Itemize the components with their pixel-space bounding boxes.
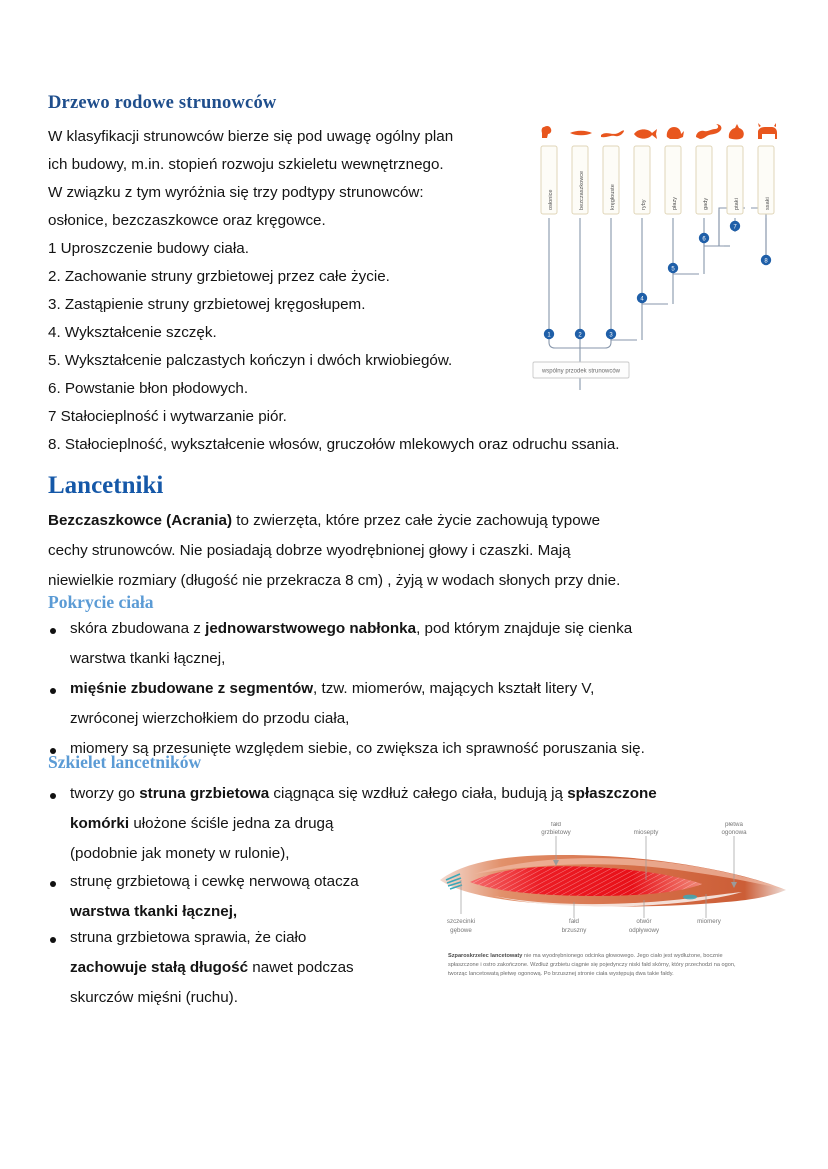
intro-paragraph-line-4: osłonice, bezczaszkowce oraz kręgowce. (48, 212, 326, 229)
svg-text:wspólny przodek strunowców: wspólny przodek strunowców (541, 368, 621, 375)
lancetniki-intro-line-2: cechy strunowców. Nie posiadają dobrze wyodrębnionej głowy i czaszki. Mają (48, 542, 571, 559)
bullet-marker (50, 628, 56, 634)
label-miosepty: miosepty (633, 829, 659, 836)
label-miomery: miomery (697, 918, 721, 925)
lancetniki-intro-line-1 (48, 512, 600, 529)
label-otwor-odplywowy-line1: otwór (636, 918, 652, 925)
bullet1-text-a: skóra zbudowana z (70, 620, 206, 637)
sk1-bold2: spłaszczone (567, 785, 657, 802)
label-fald-brzuszny-line2: brzuszny (561, 927, 587, 934)
label-pletwa-ogonowa-line2: ogonowa (721, 829, 747, 836)
svg-text:3: 3 (609, 332, 613, 339)
acrania-rest: to zwierzęta, które przez całe życie zachowują typowe (232, 512, 601, 529)
taxon-label-ryby: ryby (641, 199, 647, 210)
szkielet-bullet-2-line-2: warstwa tkanki łącznej, (70, 903, 238, 920)
sk1-bold1: struna grzbietowa (139, 785, 270, 802)
label-szczecinki-gebowe-line1: szczecinki (446, 918, 476, 925)
svg-text:8: 8 (764, 258, 768, 265)
svg-text:5: 5 (671, 266, 675, 273)
tree-node-4 (637, 293, 647, 303)
label-szczecinki-gebowe-line2: gębowe (450, 927, 472, 934)
pokrycie-bullet-2-line-2: zwróconej wierzchołkiem do przodu ciała, (70, 710, 350, 727)
label-pletwa-ogonowa-line1: płetwa (725, 822, 743, 828)
szkielet-bullet-3-line-2 (70, 959, 354, 976)
section-heading-lancetniki: Lancetniki (48, 472, 164, 499)
pokrycie-bullet-3-line-1: miomery są przesunięte względem siebie, co zwiększa ich sprawność poruszania się. (70, 740, 645, 757)
intro-paragraph-line-3: W związku z tym wyróżnia się trzy podtypy strunowców: (48, 184, 424, 201)
bullet1-bold: jednowarstwowego nabłonka (205, 620, 417, 637)
numbered-item-3: 3. Zastąpienie struny grzbietowej kręgosłupem. (48, 296, 366, 313)
pokrycie-bullet-1-line-2: warstwa tkanki łącznej, (70, 650, 226, 667)
sk1-line2-rest: ułożone ściśle jedna za drugą (129, 815, 334, 832)
svg-text:1: 1 (547, 332, 551, 339)
pokrycie-bullet-2-line-1 (70, 680, 594, 697)
sk3-line2-rest: nawet podczas (248, 959, 354, 976)
svg-text:7: 7 (733, 224, 737, 231)
taxon-silhouettes (542, 123, 777, 139)
tree-node-3 (606, 329, 616, 339)
bullet2-text-b: , tzw. miomerów, mających kształt litery V, (313, 680, 595, 697)
taxon-label-gady: gady (703, 197, 709, 210)
numbered-item-6: 6. Powstanie błon płodowych. (48, 380, 249, 397)
sk1-text-b: ciągnąca się wzdłuż całego ciała, budują ją (269, 785, 568, 802)
numbered-item-5: 5. Wykształcenie palczastych kończyn i dwóch krwiobiegów. (48, 352, 453, 369)
bullet-marker (50, 793, 56, 799)
tree-nodes (544, 221, 771, 339)
taxon-label-plazy: płazy (672, 196, 678, 210)
phylogenetic-tree-figure (531, 118, 795, 390)
intro-paragraph-line-2: ich budowy, m.in. stopień rozwoju szkieletu wewnętrznego. (48, 156, 444, 173)
bullet2-bold: mięśnie zbudowane z segmentów (70, 680, 314, 697)
taxon-label-bezczaszkowce: bezczaszkowce (579, 170, 585, 210)
szkielet-bullet-1-line-2 (70, 815, 333, 832)
label-fald-grzbietowy-line2: grzbietowy (541, 829, 571, 836)
svg-text:6: 6 (702, 236, 706, 243)
taxon-label-ssaki: ssaki (765, 197, 771, 210)
numbered-item-4: 4. Wykształcenie szczęk. (48, 324, 217, 341)
sk1-text-a: tworzy go (70, 785, 140, 802)
numbered-item-1: 1 Uproszczenie budowy ciała. (48, 240, 249, 257)
szkielet-bullet-3-line-3: skurczów mięśni (ruchu). (70, 989, 238, 1006)
numbered-item-2: 2. Zachowanie struny grzbietowej przez całe życie. (48, 268, 390, 285)
tree-node-2 (575, 329, 585, 339)
szkielet-bullet-1-line-3: (podobnie jak monety w rulonie), (70, 845, 290, 862)
bullet-marker (50, 937, 56, 943)
svg-text:2: 2 (578, 332, 582, 339)
caption-species-name: Szparoskrzelec lancetowaty (448, 953, 523, 959)
numbered-item-7: 7 Stałocieplność i wytwarzanie piór. (48, 408, 287, 425)
lancetniki-intro-line-3: niewielkie rozmiary (długość nie przekracza 8 cm) , żyją w wodach słonych przy dnie. (48, 572, 621, 589)
tree-node-5 (668, 263, 678, 273)
label-fald-grzbietowy-line1: fałd (551, 822, 561, 828)
label-fald-brzuszny-line1: fałd (569, 918, 579, 925)
bullet-marker (50, 688, 56, 694)
root-ancestor-label (533, 362, 629, 378)
page-title-drzewo-rodowe: Drzewo rodowe strunowców (48, 93, 277, 113)
tree-node-7 (730, 221, 740, 231)
svg-text:4: 4 (640, 296, 644, 303)
bullet1-text-b: , pod którym znajduje się cienka (416, 620, 633, 637)
caption-body: nie ma wyodrębnionego odcinka głowowego. Jego ciało jest wydłużone, bocznie spłaszczone i ostro zakończone. Wzdłuż grzbietu ciągnie się pojedynczy niski fałd skórny, który przechodzi na ogon, tworząc lancetowatą płetwę ogonową. Po brzusznej stronie ciała występują dwa takie fałdy. (448, 953, 736, 978)
sk3-line2-bold: zachowuje stałą długość (70, 959, 249, 976)
szkielet-bullet-2-line-1: strunę grzbietową i cewkę nerwową otacza (70, 873, 359, 890)
szkielet-bullet-3-line-1: struna grzbietowa sprawia, że ciało (70, 929, 307, 946)
pokrycie-bullet-1-line-1 (70, 620, 632, 637)
intro-paragraph-line-1: W klasyfikacji strunowców bierze się pod uwagę ogólny plan (48, 128, 454, 145)
atriopore-icon (683, 895, 697, 900)
tree-node-6 (699, 233, 709, 243)
acrania-bold-term: Bezczaszkowce (Acrania) (48, 512, 233, 529)
label-otwor-odplywowy-line2: odpływowy (628, 927, 660, 934)
sk1-line2-bold: komórki (70, 815, 130, 832)
taxon-label-ptaki: ptaki (734, 198, 740, 210)
taxon-label-oslonice: osłonice (548, 189, 554, 210)
subheading-pokrycie-ciala: Pokrycie ciała (48, 592, 154, 612)
szkielet-bullet-1-line-1 (70, 785, 657, 802)
lancelet-figure-caption (448, 952, 738, 979)
numbered-item-8: 8. Stałocieplność, wykształcenie włosów, gruczołów mlekowych oraz odruchu ssania. (48, 436, 620, 453)
subheading-szkielet-lancetnikow: Szkielet lancetników (48, 752, 202, 772)
tree-node-8 (761, 255, 771, 265)
bullet-marker (50, 881, 56, 887)
taxon-label-kregloute: kręgłouste (610, 184, 616, 210)
tree-node-1 (544, 329, 554, 339)
